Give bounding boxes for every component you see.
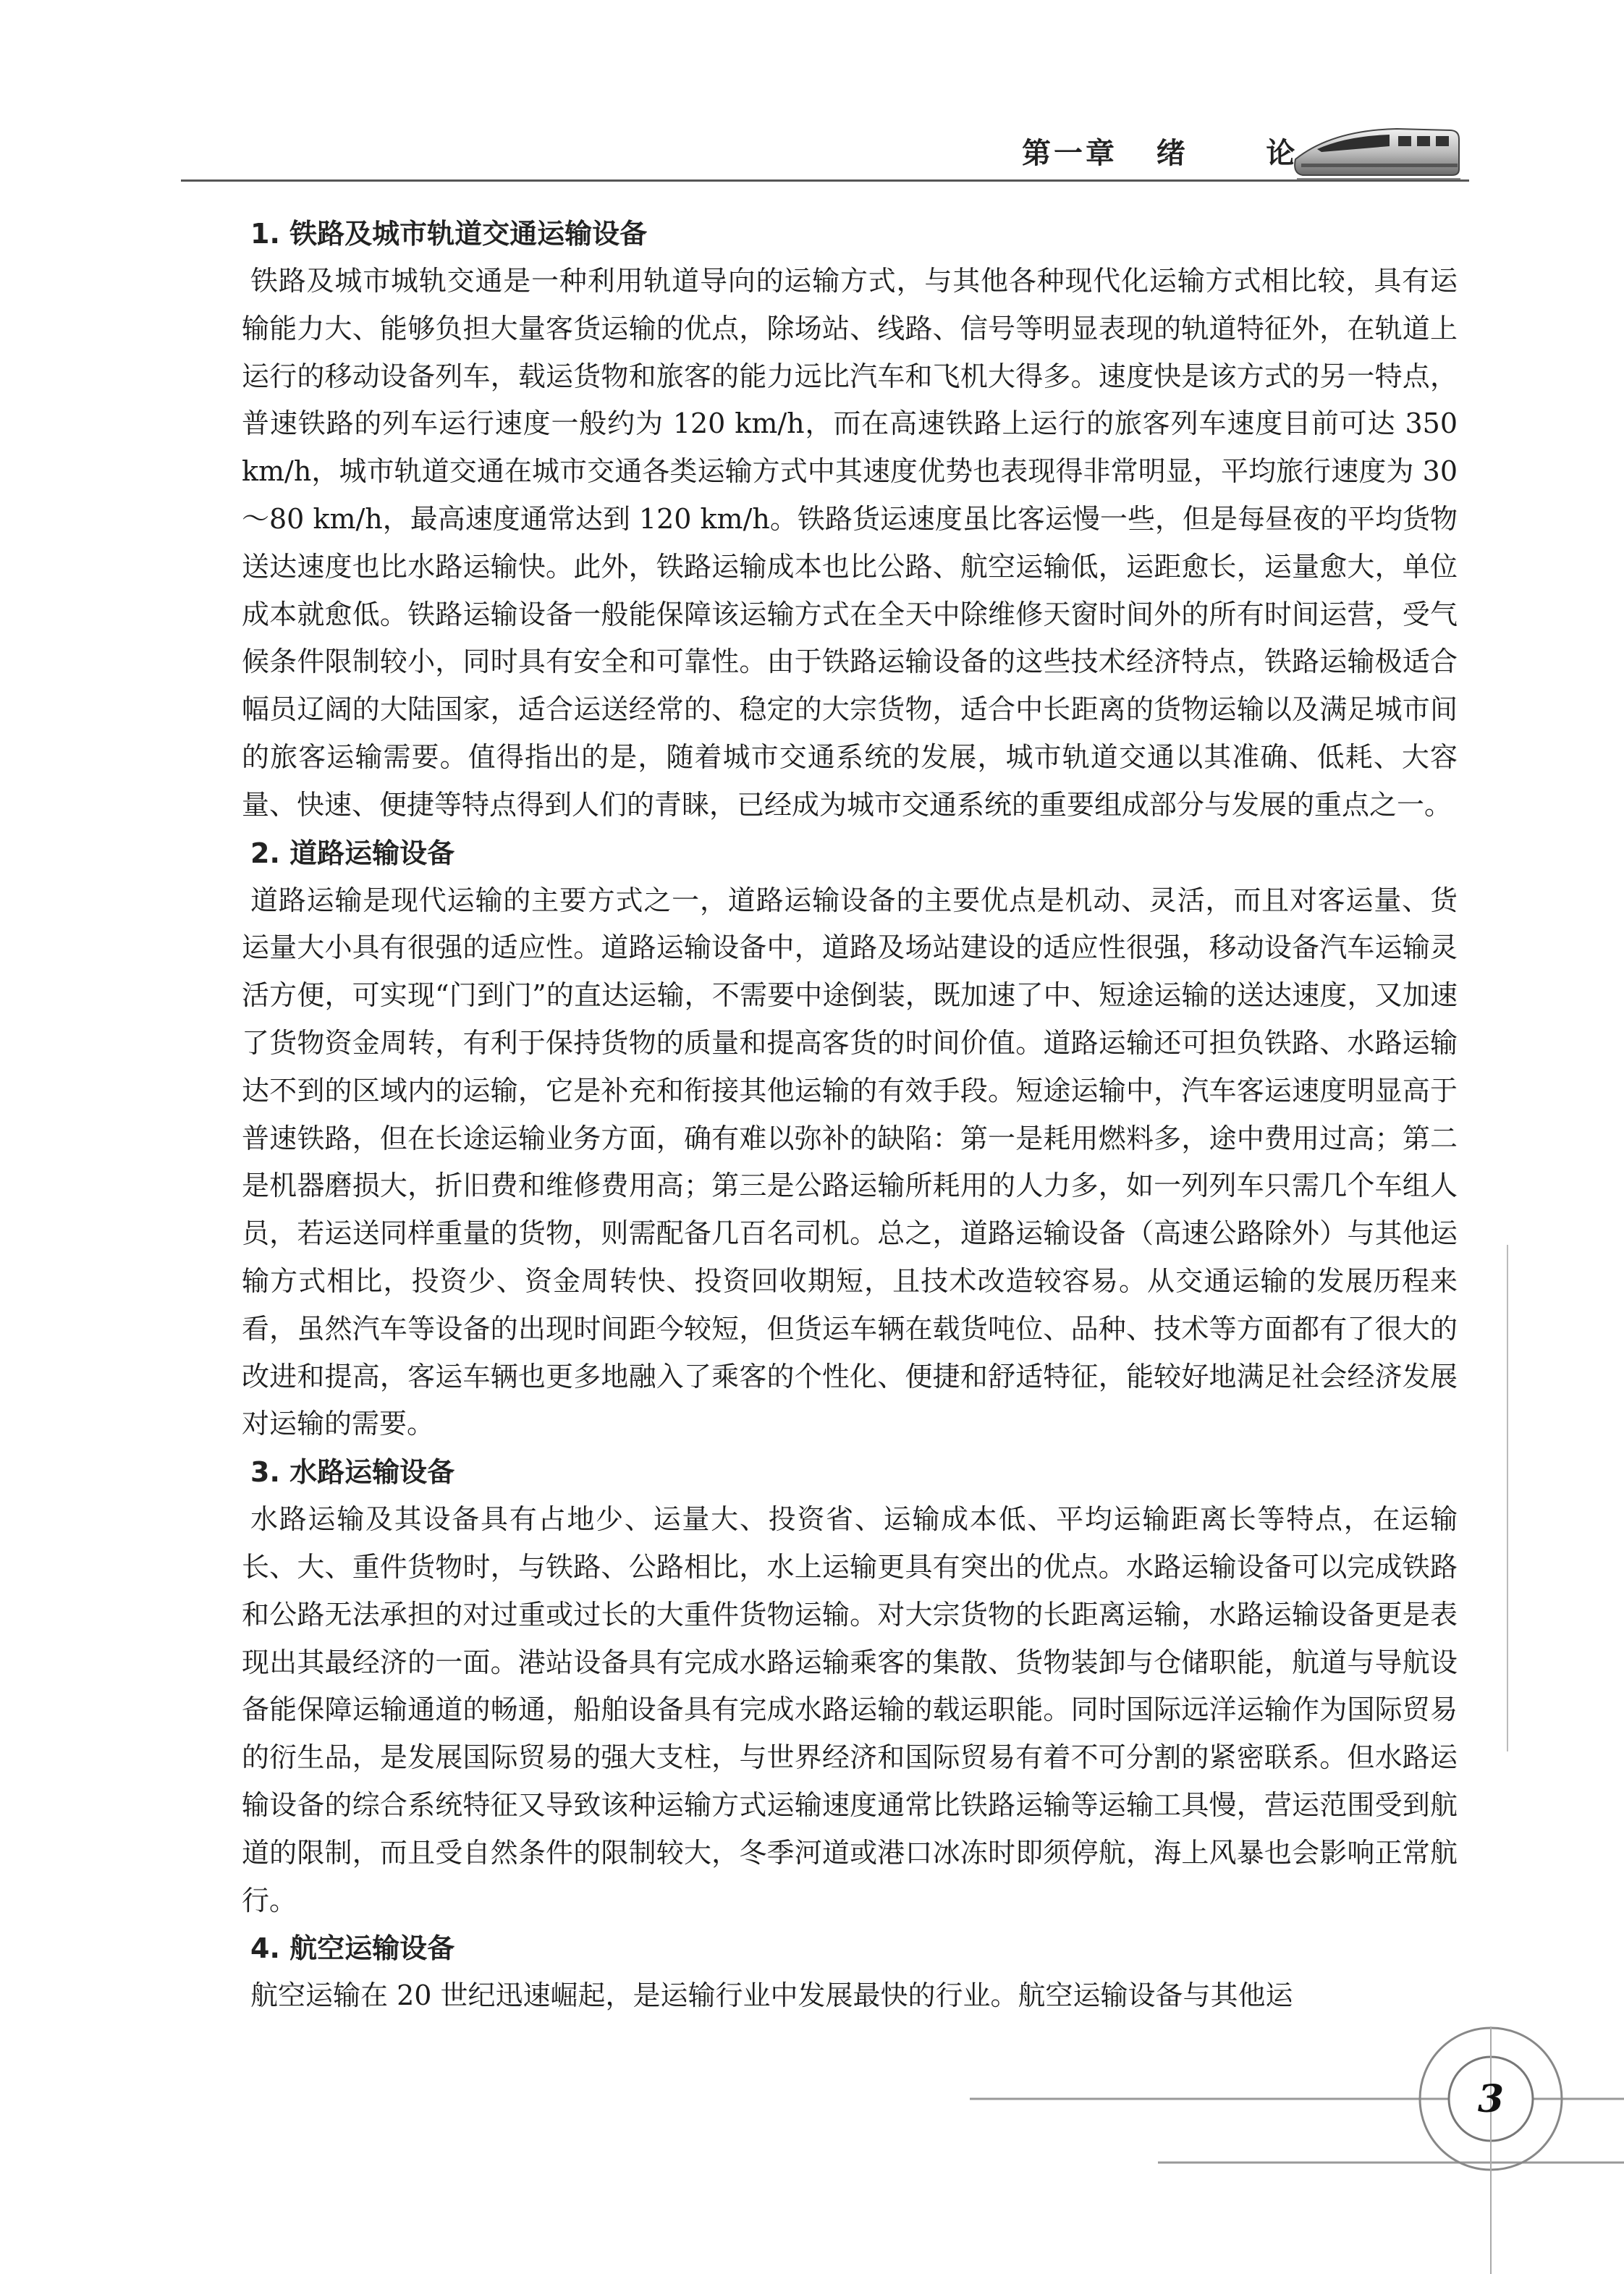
section-heading-air: 4. 航空运输设备 <box>250 1932 455 1965</box>
section-paragraph-air: 航空运输在 20 世纪迅速崛起，是运输行业中发展最快的行业。航空运输设备与其他运 <box>250 1979 1293 2012</box>
chapter-title: 第一章 绪 论 <box>1022 137 1298 170</box>
footer-circles <box>0 2026 1624 2274</box>
page-header <box>0 0 1624 195</box>
page-number: 3 <box>1477 2077 1505 2121</box>
header-rule <box>181 179 1469 182</box>
page-body <box>242 210 1458 2020</box>
section-heading-water: 3. 水路运输设备 <box>250 1456 455 1489</box>
margin-line <box>1507 1245 1508 1751</box>
section-paragraph-railway: 铁路及城市城轨交通是一种利用轨道导向的运输方式，与其他各种现代化运输方式相比较，具有运输能力大、能够负担大量客货运输的优点，除场站、线路、信号等明显表现的轨道特征外，在轨道上运行的移动设备列车，载运货物和旅客的能力远比汽车和飞机大得多。速度快是该方式的另一特点，普速铁路的列车运行速度一般约为 120 km/h，而在高速铁路上运行的旅客列车速度目前可达 350 km/h，城市轨道交通在城市交通各类运输方式中其速度优势也表现得非常明显，平均旅行速度为 30～80 km/h，最高速度通常达到 120 km/h。铁路货运速度虽比客运慢一些，但是每昼夜的平均货物送达速度也比水路运输快。此外，铁路运输成本也比公路、航空运输低，运距愈长，运量愈大，单位成本就愈低。铁路运输设备一般能保障该运输方式在全天中除维修天窗时间外的所有时间运营，受气候条件限制较小，同时具有安全和可靠性。由于铁路运输设备的这些技术经济特点，铁路运输极适合幅员辽阔的大陆国家，适合运送经常的、稳定的大宗货物，适合中长距离的货物运输以及满足城市间的旅客运输需要。值得指出的是，随着城市交通系统的发展，城市轨道交通以其准确、低耗、大容量、快速、便捷等特点得到人们的青睐，已经成为城市交通系统的重要组成部分与发展的重点之一。 <box>242 265 1458 821</box>
section-heading-railway: 1. 铁路及城市轨道交通运输设备 <box>250 218 648 250</box>
section-heading-road: 2. 道路运输设备 <box>250 837 455 869</box>
section-paragraph-road: 道路运输是现代运输的主要方式之一，道路运输设备的主要优点是机动、灵活，而且对客运量、货运量大小具有很强的适应性。道路运输设备中，道路及场站建设的适应性很强，移动设备汽车运输灵活方便，可实现“门到门”的直达运输，不需要中途倒装，既加速了中、短途运输的送达速度，又加速了货物资金周转，有利于保持货物的质量和提高客货的时间价值。道路运输还可担负铁路、水路运输达不到的区域内的运输，它是补充和衔接其他运输的有效手段。短途运输中，汽车客运速度明显高于普速铁路，但在长途运输业务方面，确有难以弥补的缺陷：第一是耗用燃料多，途中费用过高；第二是机器磨损大，折旧费和维修费用高；第三是公路运输所耗用的人力多，如一列列车只需几个车组人员，若运送同样重量的货物，则需配备几百名司机。总之，道路运输设备（高速公路除外）与其他运输方式相比，投资少、资金周转快、投资回收期短，且技术改造较容易。从交通运输的发展历程来看，虽然汽车等设备的出现时间距今较短，但货运车辆在载货吨位、品种、技术等方面都有了很大的改进和提高，客运车辆也更多地融入了乘客的个性化、便捷和舒适特征，能较好地满足社会经济发展对运输的需要。 <box>242 884 1458 1440</box>
train-icon <box>1288 109 1462 188</box>
section-paragraph-water: 水路运输及其设备具有占地少、运量大、投资省、运输成本低、平均运输距离长等特点，在运输长、大、重件货物时，与铁路、公路相比，水上运输更具有突出的优点。水路运输设备可以完成铁路和公路无法承担的对过重或过长的大重件货物运输。对大宗货物的长距离运输，水路运输设备更是表现出其最经济的一面。港站设备具有完成水路运输乘客的集散、货物装卸与仓储职能，航道与导航设备能保障运输通道的畅通，船舶设备具有完成水路运输的载运职能。同时国际远洋运输作为国际贸易的衍生品，是发展国际贸易的强大支柱，与世界经济和国际贸易有着不可分割的紧密联系。但水路运输设备的综合系统特征又导致该种运输方式运输速度通常比铁路运输等运输工具慢，营运范围受到航道的限制，而且受自然条件的限制较大，冬季河道或港口冰冻时即须停航，海上风暴也会影响正常航行。 <box>242 1503 1458 1916</box>
